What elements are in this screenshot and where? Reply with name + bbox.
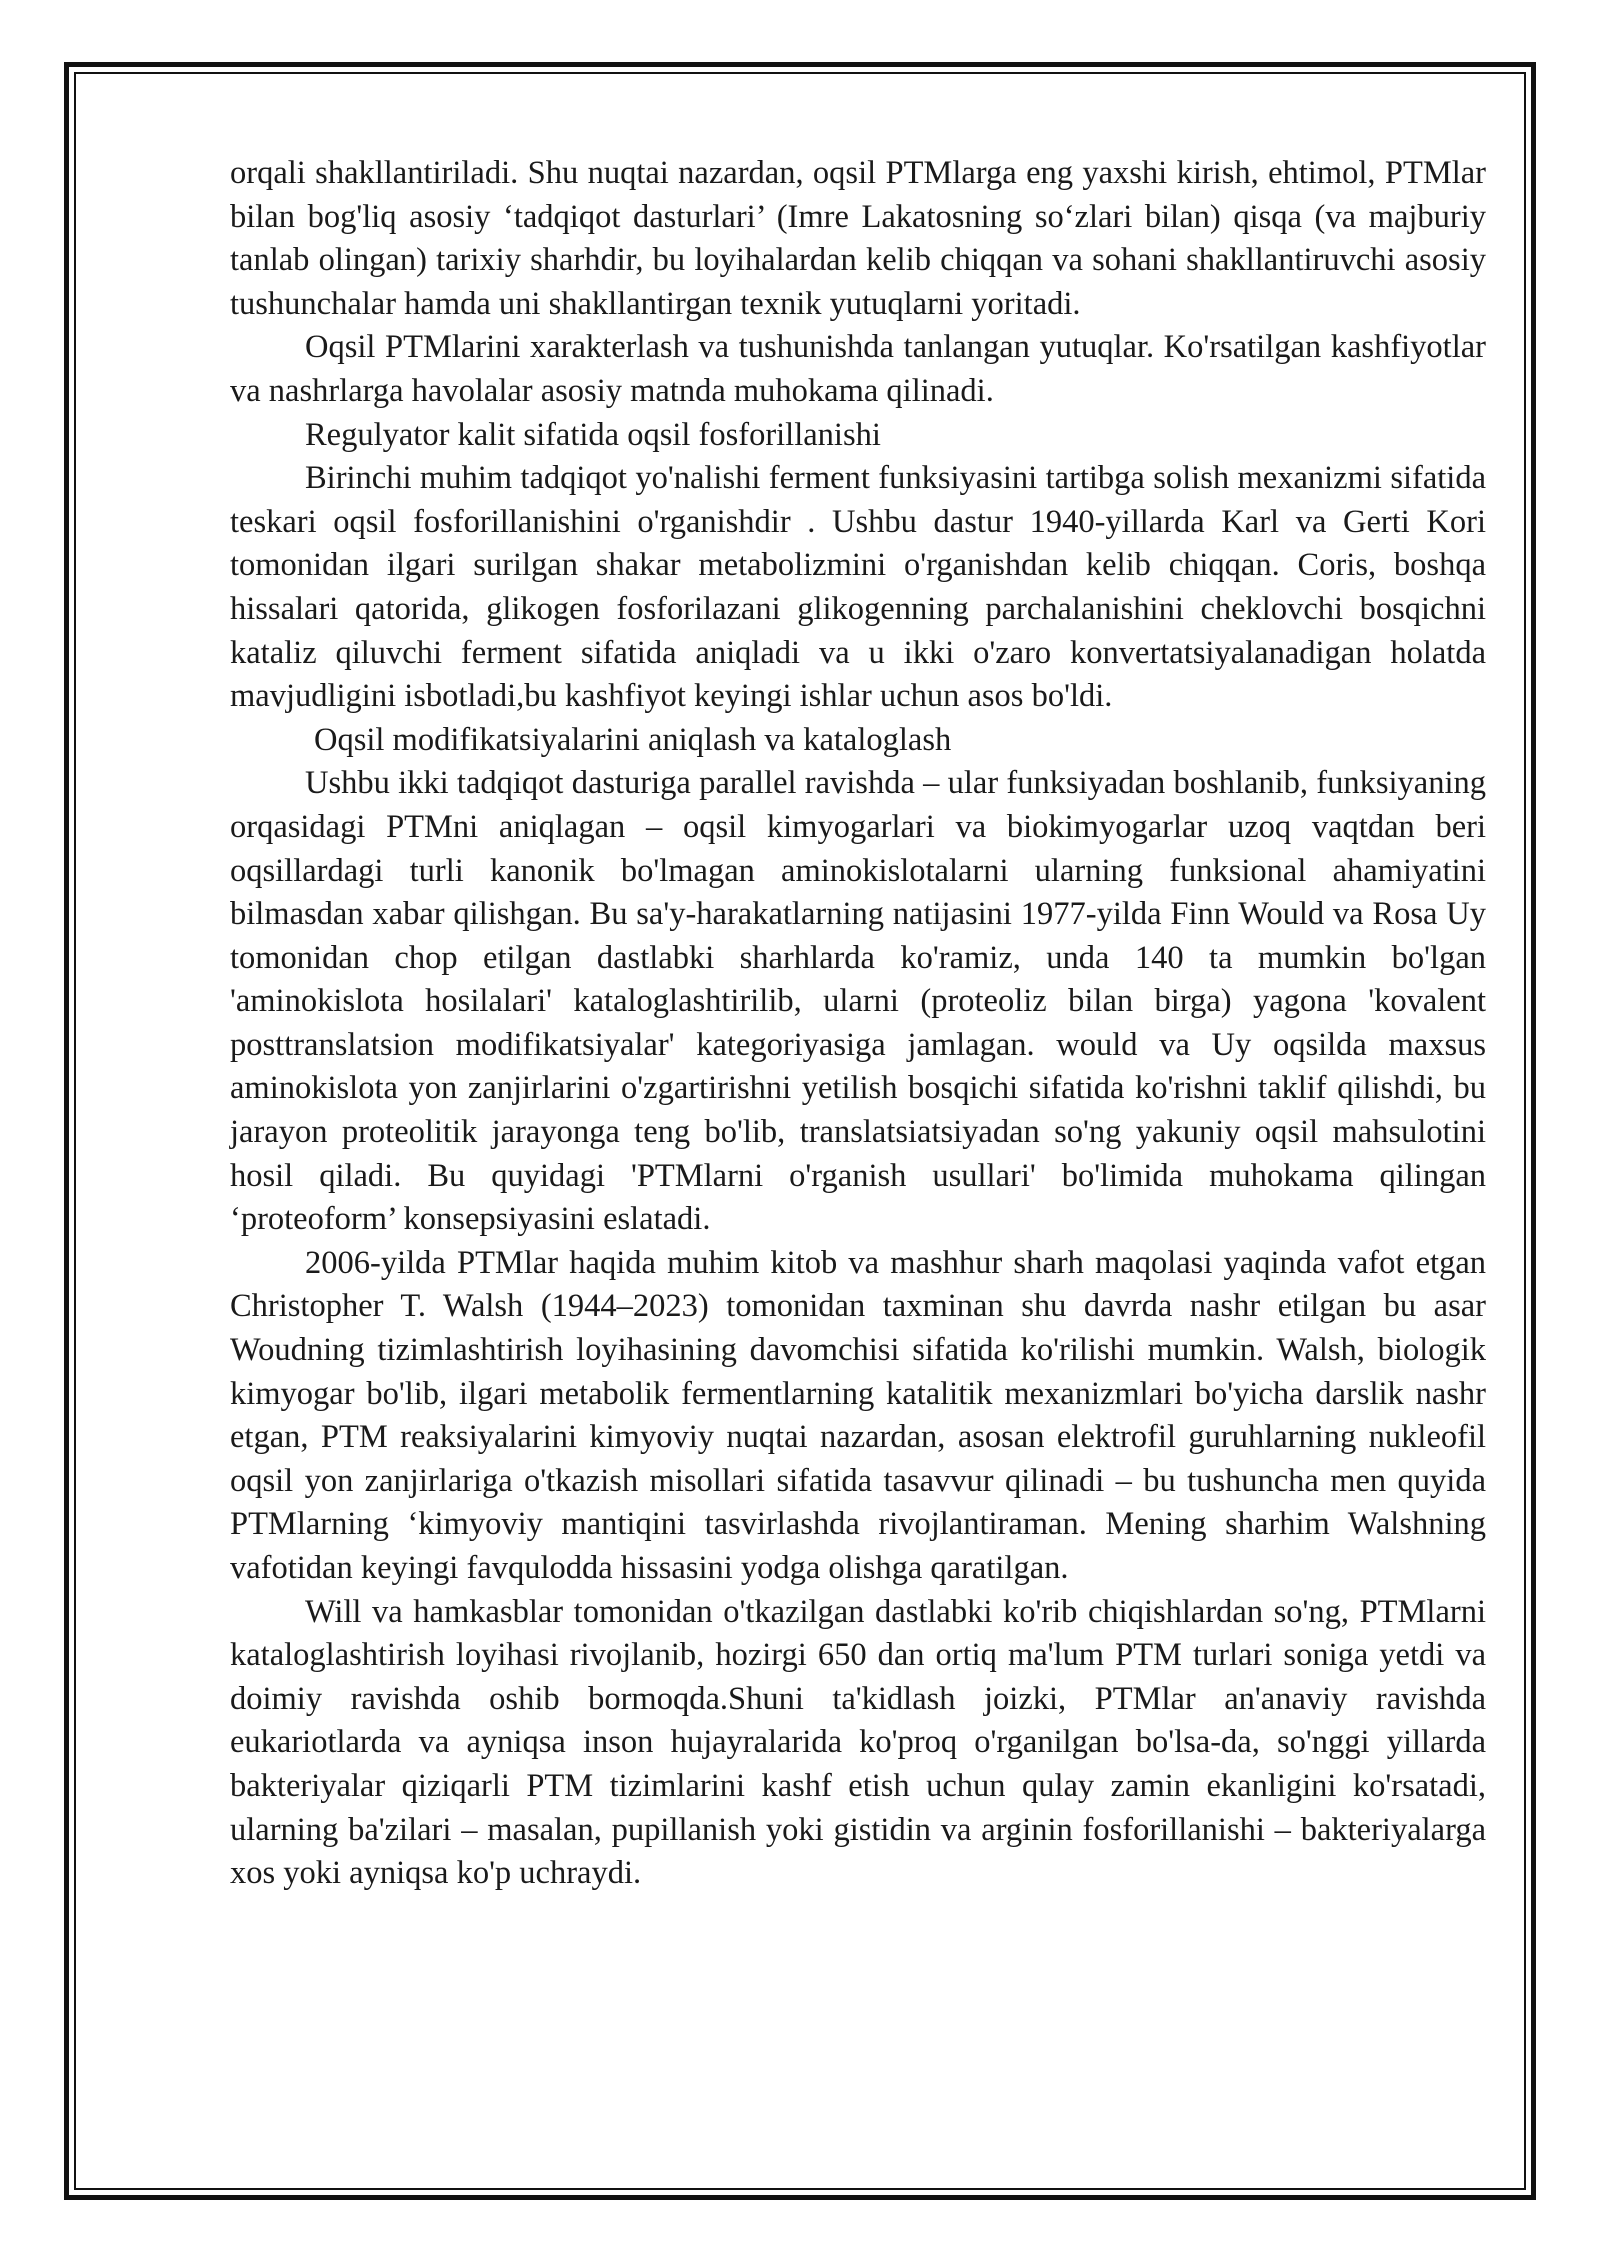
paragraph-phosphorylation: Birinchi muhim tadqiqot yo'nalishi ferment funksiyasini tartibga solish mexanizmi sifatida teskari oqsil fosforillanishini o'rganishdir . Ushbu dastur 1940-yillarda Karl va Gerti Kori tomonidan ilgari surilgan shakar metabolizmini o'rganishdan kelib chiqqan. Coris, boshqa hissalari qatorida, glikogen fosforilazani glikogenning parchalanishini cheklovchi bosqichni kataliz qiluvchi ferment sifatida aniqladi va u ikki o'zaro konvertatsiyalanadigan holatda mavjudligini isbotladi,bu kashfiyot keyingi ishlar uchun asos bo'ldi.: [230, 460, 1486, 715]
paragraph-continuation: orqali shakllantiriladi. Shu nuqtai nazardan, oqsil PTMlarga eng yaxshi kirish, ehtimol, PTMlar bilan bog'liq asosiy ‘tadqiqot dasturlari’ (Imre Lakatosning so‘zlari bilan) qisqa (va majburiy tanlab olingan) tarixiy sharhdir, bu loyihalardan kelib chiqqan va sohani shakllantiruvchi asosiy tushunchalar hamda uni shakllantirgan texnik yutuqlarni yoritadi.: [230, 155, 1486, 322]
paragraph-achievements: Oqsil PTMlarini xarakterlash va tushunishda tanlangan yutuqlar. Ko'rsatilgan kashfiyotlar va nashrlarga havolalar asosiy matnda muhokama qilinadi.: [230, 329, 1486, 409]
paragraph-cataloguing: Ushbu ikki tadqiqot dasturiga parallel ravishda – ular funksiyadan boshlanib, funksiyaning orqasidagi PTMni aniqlagan – oqsil kimyogarlari va biokimyogarlar uzoq vaqtdan beri oqsillardagi turli kanonik bo'lmagan aminokislotalarni ularning funksional ahamiyatini bilmasdan xabar qilishgan. Bu sa'y-harakatlarning natijasini 1977-yilda Finn Would va Rosa Uy tomonidan chop etilgan dastlabki sharhlarda ko'ramiz, unda 140 ta mumkin bo'lgan 'aminokislota hosilalari' kataloglashtirilib, ularni (proteoliz bilan birga) yagona 'kovalent posttranslatsion modifikatsiyalar' kategoriyasiga jamlagan. would va Uy oqsilda maxsus aminokislota yon zanjirlarini o'zgartirishni yetilish bosqichi sifatida ko'rishni taklif qilishdi, bu jarayon proteolitik jarayonga teng bo'lib, translatsiatsiyadan so'ng yakuniy oqsil mahsulotini hosil qiladi. Bu quyidagi 'PTMlarni o'rganish usullari' bo'limida muhokama qilingan ‘proteoform’ konsepsiyasini eslatadi.: [230, 765, 1486, 1238]
section-heading-cataloguing: Oqsil modifikatsiyalarini aniqlash va kataloglash: [314, 721, 952, 758]
paragraph-walsh: 2006-yilda PTMlar haqida muhim kitob va mashhur sharh maqolasi yaqinda vafot etgan Christopher T. Walsh (1944–2023) tomonidan taxminan shu davrda nashr etilgan bu asar Woudning tizimlashtirish loyihasining davomchisi sifatida ko'rilishi mumkin. Walsh, biologik kimyogar bo'lib, ilgari metabolik fermentlarning katalitik mexanizmlari bo'yicha darslik nashr etgan, PTM reaksiyalarini kimyoviy nuqtai nazardan, asosan elektrofil guruhlarning nukleofil oqsil yon zanjirlariga o'tkazish misollari sifatida tasavvur qilinadi – bu tushuncha men quyida PTMlarning ‘kimyoviy mantiqini tasvirlashda rivojlantiraman. Mening sharhim Walshning vafotidan keyingi favqulodda hissasini yodga olishga qaratilgan.: [230, 1244, 1486, 1586]
section-heading-phosphorylation: Regulyator kalit sifatida oqsil fosforillanishi: [305, 416, 881, 453]
document-body: [230, 152, 1486, 1896]
paragraph-ptm-types: Will va hamkasblar tomonidan o'tkazilgan dastlabki ko'rib chiqishlardan so'ng, PTMlarni kataloglashtirish loyihasi rivojlanib, hozirgi 650 dan ortiq ma'lum PTM turlari soniga yetdi va doimiy ravishda oshib bormoqda.Shuni ta'kidlash joizki, PTMlar an'anaviy ravishda eukariotlarda va ayniqsa inson hujayralarida ko'proq o'rganilgan bo'lsa-da, so'nggi yillarda bakteriyalar qiziqarli PTM tizimlarini kashf etish uchun qulay zamin ekanligini ko'rsatadi, ularning ba'zilari – masalan, pupillanish yoki gistidin va arginin fosforillanishi – bakteriyalarga xos yoki ayniqsa ko'p uchraydi.: [230, 1593, 1486, 1892]
